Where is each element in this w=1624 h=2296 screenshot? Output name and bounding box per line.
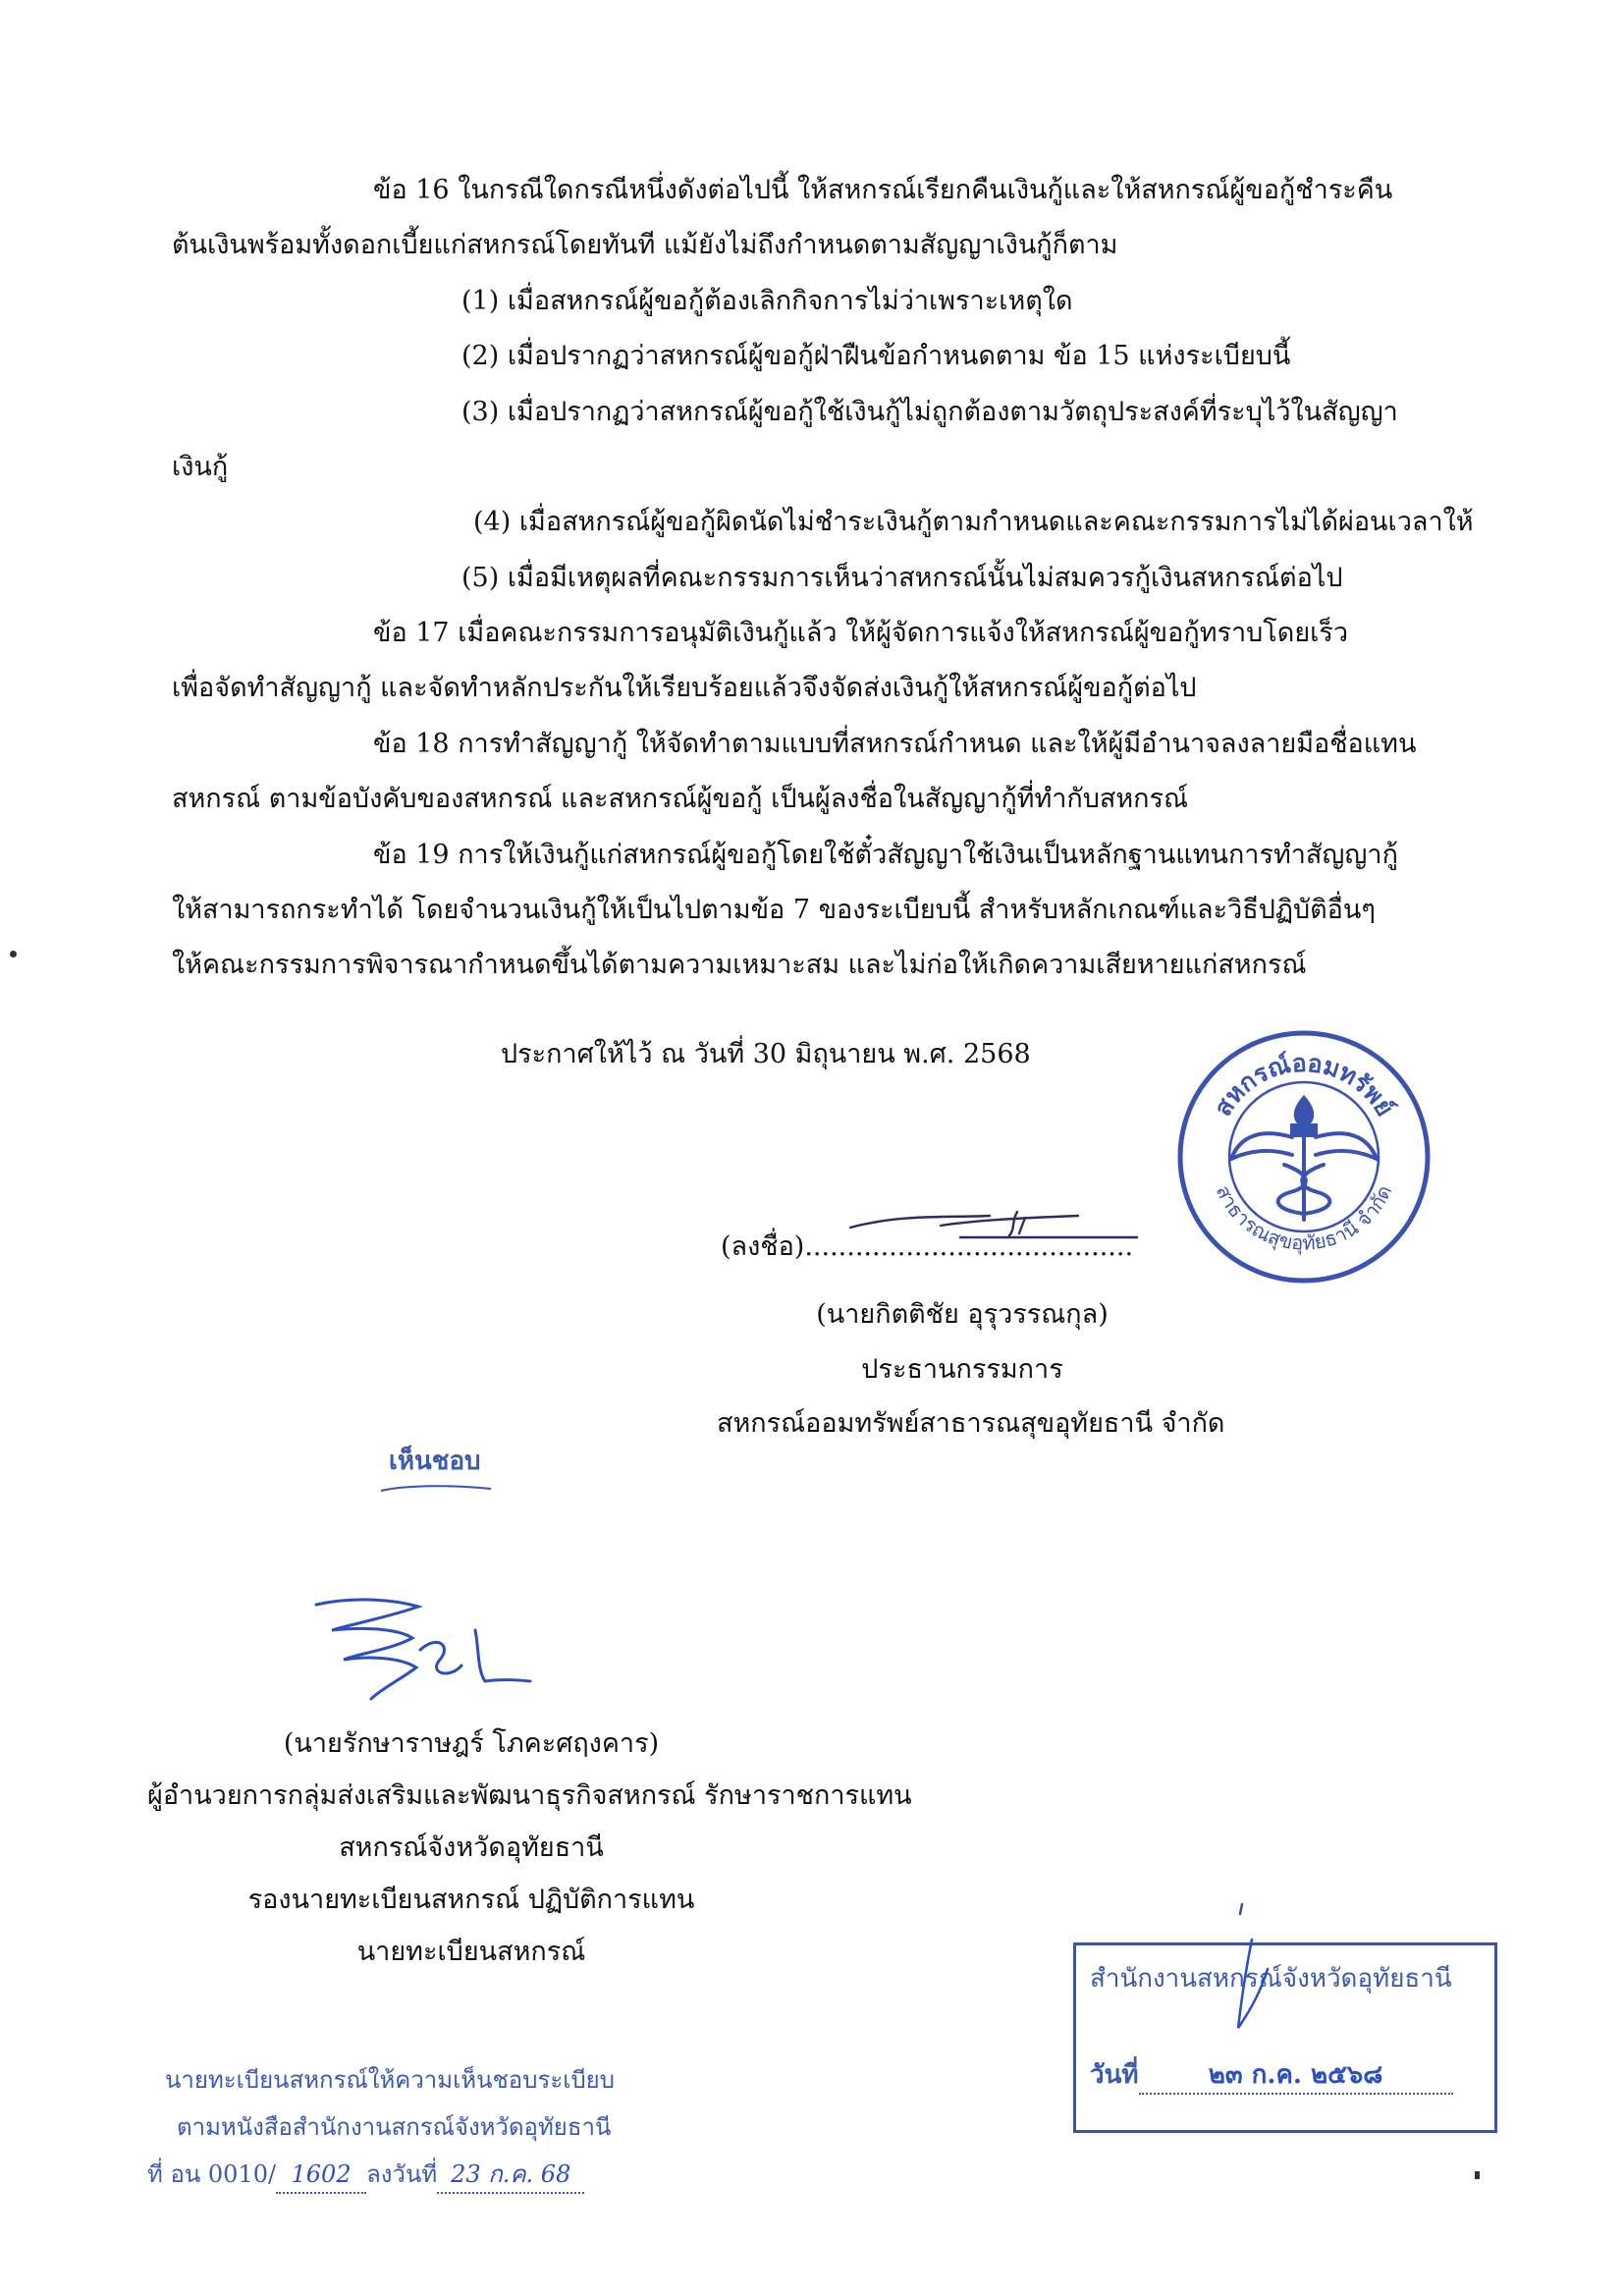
- seal-bottom-text: สาธารณสุขอุทัยธานี จำกัด: [1211, 1181, 1397, 1255]
- margin-mark: [1475, 2171, 1480, 2179]
- chairman-organization: สหกรณ์ออมทรัพย์สาธารณสุขอุทัยธานี จำกัด: [717, 1408, 1225, 1439]
- registrar-note-date-label: ลงวันที่: [366, 2160, 438, 2188]
- seal-emblem-icon: [1231, 1098, 1377, 1220]
- registrar-name: (นายรักษาราษฎร์ โภคะศฤงคาร): [283, 1728, 660, 1759]
- registrar-signature: [302, 1591, 548, 1709]
- clause19-line1: ข้อ 19 การให้เงินกู้แก่สหกรณ์ผู้ขอกู้โดยใช้ตั๋วสัญญาใช้เงินเป็นหลักฐานแทนการทำสัญญากู้: [373, 840, 1398, 870]
- approval-stamp: เห็นชอบ: [389, 1447, 481, 1476]
- office-stamp-date-value: ๒๓ ก.ค. ๒๕๖๘: [1139, 2057, 1453, 2095]
- registrar-line2: สหกรณ์จังหวัดอุทัยธานี: [339, 1832, 604, 1863]
- registrar-note-line3: [147, 2157, 584, 2194]
- registrar-line3: รองนายทะเบียนสหกรณ์ ปฏิบัติการแทน: [247, 1885, 695, 1915]
- registrar-note-line1: นายทะเบียนสหกรณ์ให้ความเห็นชอบระเบียบ: [165, 2066, 615, 2094]
- seal-top-text: สหกรณ์ออมทรัพย์: [1208, 1048, 1400, 1121]
- clause18-line2: สหกรณ์ ตามข้อบังคับของสหกรณ์ และสหกรณ์ผู้ขอกู้ เป็นผู้ลงชื่อในสัญญากู้ที่ทำกับสหกรณ์: [172, 784, 1189, 814]
- clause17-line2: เพื่อจัดทำสัญญากู้ และจัดทำหลักประกันให้เรียบร้อยแล้วจึงจัดส่งเงินกู้ให้สหกรณ์ผู้ขอกู้ต่อไป: [172, 673, 1197, 703]
- clause16-item2: (2) เมื่อปรากฏว่าสหกรณ์ผู้ขอกู้ฝ่าฝืนข้อกำหนดตาม ข้อ 15 แห่งระเบียบนี้: [461, 341, 1291, 371]
- registrar-line4: นายทะเบียนสหกรณ์: [356, 1937, 586, 1967]
- registrar-line1: ผู้อำนวยการกลุ่มส่งเสริมและพัฒนาธุรกิจสหกรณ์ รักษาราชการแทน: [147, 1780, 912, 1811]
- clause19-line2: ให้สามารถกระทำได้ โดยจำนวนเงินกู้ให้เป็นไปตามข้อ 7 ของระเบียบนี้ สำหรับหลักเกณฑ์และวิธีปฏิบัติอื่นๆ: [172, 895, 1376, 925]
- chairman-position: ประธานกรรมการ: [861, 1354, 1063, 1385]
- chairman-name: (นายกิตติชัย อุรุวรรณกุล): [816, 1299, 1109, 1330]
- registrar-note-doc-number: 1602: [276, 2157, 366, 2194]
- office-stamp-title: สำนักงานสหกรณ์จังหวัดอุทัยธานี: [1090, 1964, 1452, 1994]
- clause18-line1: ข้อ 18 การทำสัญญากู้ ให้จัดทำตามแบบที่สหกรณ์กำหนด และให้ผู้มีอำนาจลงลายมือชื่อแทน: [373, 729, 1417, 759]
- margin-dot: [10, 951, 17, 957]
- clause16-line2: ต้นเงินพร้อมทั้งดอกเบี้ยแก่สหกรณ์โดยทันที แม้ยังไม่ถึงกำหนดตามสัญญาเงินกู้ก็ตาม: [172, 230, 1118, 260]
- office-stamp-date-label: วันที่: [1090, 2060, 1139, 2090]
- registrar-note-line2: ตามหนังสือสำนักงานสกรณ์จังหวัดอุทัยธานี: [177, 2113, 612, 2141]
- clause16-item4: (4) เมื่อสหกรณ์ผู้ขอกู้ผิดนัดไม่ชำระเงินกู้ตามกำหนดและคณะกรรมการไม่ได้ผ่อนเวลาให้: [473, 507, 1474, 537]
- approval-stamp-underline: [377, 1483, 495, 1495]
- cooperative-seal: [1174, 1027, 1434, 1286]
- announcement-date: ประกาศให้ไว้ ณ วันที่ 30 มิถุนายน พ.ศ. 2568: [501, 1039, 1031, 1069]
- clause16-item3-cont: เงินกู้: [172, 452, 229, 482]
- chairman-sign-label: (ลงชื่อ).......................................: [721, 1231, 1134, 1262]
- clause16-item1: (1) เมื่อสหกรณ์ผู้ขอกู้ต้องเลิกกิจการไม่ว่าเพราะเหตุใด: [461, 286, 1073, 316]
- clause16-line1: ข้อ 16 ในกรณีใดกรณีหนึ่งดังต่อไปนี้ ให้สหกรณ์เรียกคืนเงินกู้และให้สหกรณ์ผู้ขอกู้ชำระคืน: [373, 175, 1393, 205]
- office-stamp-initial: [1213, 1900, 1291, 2057]
- clause16-item5: (5) เมื่อมีเหตุผลที่คณะกรรมการเห็นว่าสหกรณ์นั้นไม่สมควรกู้เงินสหกรณ์ต่อไป: [461, 563, 1343, 593]
- clause16-item3: (3) เมื่อปรากฏว่าสหกรณ์ผู้ขอกู้ใช้เงินกู้ไม่ถูกต้องตามวัตถุประสงค์ที่ระบุไว้ในสัญญา: [461, 397, 1398, 427]
- clause17-line1: ข้อ 17 เมื่อคณะกรรมการอนุมัติเงินกู้แล้ว ให้ผู้จัดการแจ้งให้สหกรณ์ผู้ขอกู้ทราบโดยเร็ว: [373, 618, 1349, 648]
- registrar-note-date-value: 23 ก.ค. 68: [437, 2157, 584, 2194]
- registrar-note-prefix: ที่ อน 0010/: [147, 2160, 277, 2188]
- office-stamp-date-row: [1090, 2057, 1453, 2095]
- clause19-line3: ให้คณะกรรมการพิจารณากำหนดขึ้นได้ตามความเหมาะสม และไม่ก่อให้เกิดความเสียหายแก่สหกรณ์: [172, 950, 1307, 980]
